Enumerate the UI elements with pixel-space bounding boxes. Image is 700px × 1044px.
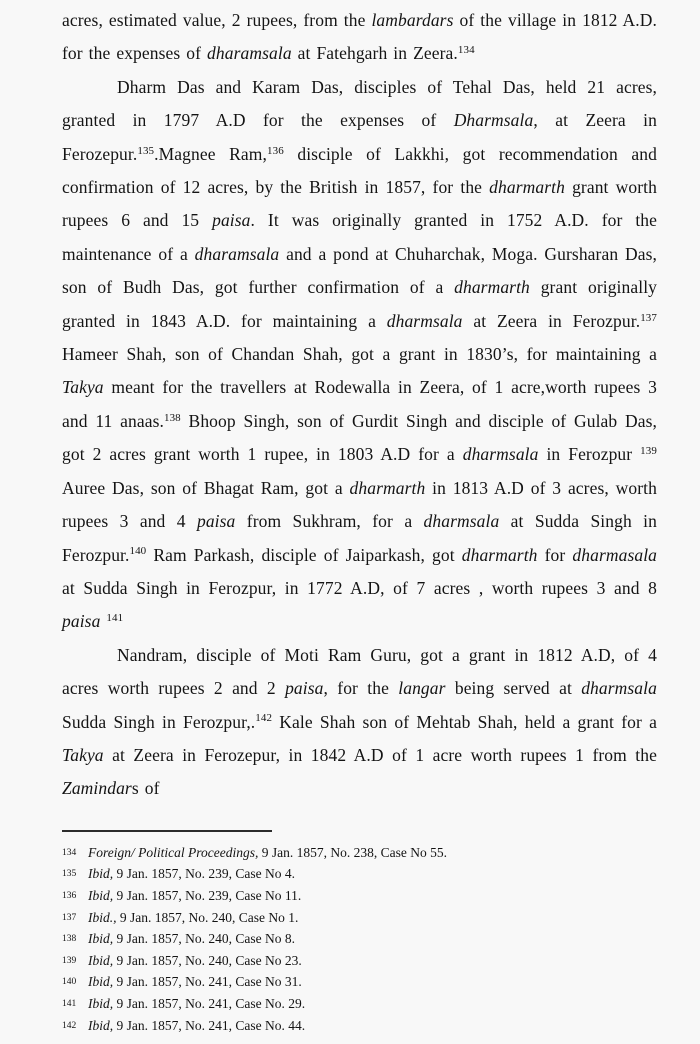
text-run: .Magnee Ram, [154, 143, 267, 164]
text-run: , at Zeera in Ferozepur. [62, 110, 657, 164]
footnote-reference: 139 [640, 445, 657, 458]
italic-term: Ibid., [88, 909, 117, 925]
footnote-reference: 134 [457, 44, 475, 57]
text-run: 9 Jan. 1857, No. 239, Case No 11. [113, 887, 302, 903]
text-run: at Fatehgarh in Zeera. [291, 43, 458, 64]
italic-term: paisa [62, 611, 101, 632]
text-run: Dharm Das and Karam Das, disciples of Tehal Das, held 21 acres, granted in 1797 A.D for the expenses of [62, 76, 657, 131]
footnote-reference: 141 [106, 612, 124, 625]
footnote-number: 139 [62, 955, 77, 966]
footnote-reference: 140 [129, 545, 147, 558]
italic-term: lambardars [371, 10, 454, 30]
italic-term: langar [398, 678, 446, 699]
text-run: grant worth rupees 6 and 15 [62, 177, 657, 231]
footnote-number: 134 [62, 847, 77, 858]
text-run: . It was originally granted in 1752 A.D. for the maintenance of a [62, 210, 657, 264]
italic-term: dharmsala [423, 511, 500, 532]
italic-term: Ibid, [88, 866, 114, 882]
italic-term: dharmarth [349, 477, 426, 498]
text-run: and a pond at Chuharchak, Moga. Gursharan Das, son of Budh Das, got further confirmation of a [62, 243, 657, 298]
italic-term: Takya [62, 377, 104, 398]
footnote-number: 135 [62, 869, 77, 880]
body-paragraph [62, 4, 657, 71]
text-run: at Zeera in Ferozpur. [462, 310, 641, 331]
footnote-text [88, 1018, 305, 1033]
italic-term: dharmarth [454, 277, 530, 298]
footnote-reference: 136 [267, 144, 284, 157]
footnote-number: 136 [62, 890, 77, 901]
footnote-item [62, 842, 657, 864]
text-run: from Sukhram, for a [235, 511, 424, 532]
italic-term: dharmarth [489, 177, 565, 198]
italic-term: Foreign/ Political Proceedings, [88, 844, 259, 860]
text-run: Nandram, disciple of Moti Ram Guru, got a grant in 1812 A.D, of 4 acres worth rupees 2 and 2 [62, 644, 657, 699]
footnote-item [62, 993, 657, 1015]
italic-term: Ibid, [88, 931, 114, 947]
text-run: being served at [445, 678, 582, 699]
footnote-reference: 137 [640, 311, 657, 324]
text-run: Auree Das, son of Bhagat Ram, got a [62, 477, 350, 498]
italic-term: Takya [62, 744, 104, 765]
footnote-text [88, 996, 305, 1011]
text-run: 9 Jan. 1857, No. 239, Case No 4. [113, 866, 295, 882]
italic-term: Ibid, [88, 974, 114, 990]
text-run: s of [131, 778, 160, 799]
text-run: Sudda Singh in Ferozpur,. [62, 711, 256, 732]
footnote-item [62, 885, 657, 907]
italic-term: dharmarth [461, 544, 538, 565]
italic-term: Ibid, [88, 995, 114, 1011]
footnote-reference: 138 [163, 411, 181, 424]
text-run: 9 Jan. 1857, No. 240, Case No 23. [113, 952, 302, 968]
italic-term: paisa [196, 511, 236, 532]
text-run: disciple of Lakkhi, got recommendation and confirmation of 12 acres, by the British in 1857, for the [62, 143, 657, 198]
italic-term: dharmsala [386, 310, 463, 331]
footnote-reference: 142 [255, 712, 273, 725]
text-run: 9 Jan. 1857, No. 240, Case No 1. [116, 909, 299, 925]
text-run: in Ferozpur [538, 444, 641, 465]
footnote-text [88, 910, 298, 925]
footnote-reference: 135 [137, 144, 155, 157]
italic-term: dharmasala [572, 544, 658, 565]
text-run: at Zeera in Ferozepur, in 1842 A.D of 1 acre worth rupees 1 from the [103, 744, 657, 765]
italic-term: paisa [285, 678, 324, 699]
footnote-number: 141 [62, 998, 77, 1009]
italic-term: Ibid [88, 1017, 110, 1033]
text-run: , for the [323, 678, 399, 699]
footnote-text [88, 866, 295, 881]
text-run: Kale Shah son of Mehtab Shah, held a grant for a [272, 711, 657, 732]
italic-term: dharamsala [194, 243, 280, 264]
footnote-text [88, 931, 295, 946]
italic-term: Zamindar [62, 778, 132, 799]
footnote-text [88, 888, 301, 903]
italic-term: dharmsala [581, 678, 657, 699]
text-run: , 9 Jan. 1857, No. 241, Case No. 44. [109, 1017, 306, 1033]
italic-term: Dharmsala [453, 110, 534, 131]
footnote-text [88, 845, 447, 860]
footnote-item [62, 863, 657, 885]
body-paragraph [62, 71, 657, 639]
text-run: at Sudda Singh in Ferozpur, in 1772 A.D, of 7 acres , worth rupees 3 and 8 [62, 577, 657, 598]
text-run: 9 Jan. 1857, No. 241, Case No 31. [113, 974, 302, 990]
footnote-item [62, 950, 657, 972]
text-run: Hameer Shah, son of Chandan Shah, got a grant in 1830’s, for maintaining a [62, 344, 657, 365]
text-run: Ram Parkash, disciple of Jaiparkash, got [146, 544, 462, 565]
italic-term: Ibid, [88, 887, 114, 903]
text-run: Bhoop Singh, son of Gurdit Singh and disciple of Gulab Das, got 2 acres grant worth 1 rupee, in 1803 A.D for a [62, 410, 658, 465]
text-run: for [537, 544, 573, 565]
italic-term: dharamsala [207, 43, 292, 64]
footnote-text [88, 974, 302, 989]
footnote-text [88, 953, 302, 968]
footnotes-list [62, 842, 657, 1036]
footnote-separator [62, 830, 272, 832]
text-run: 9 Jan. 1857, No. 238, Case No 55. [258, 844, 447, 860]
footnote-item [62, 928, 657, 950]
text-run: 9 Jan. 1857, No. 240, Case No 8. [113, 931, 295, 947]
text-run: meant for the travellers at Rodewalla in Zeera, of 1 acre,worth rupees 3 and 11 anaas. [62, 377, 657, 431]
text-run: at Sudda Singh in Ferozpur. [62, 511, 657, 565]
italic-term: Ibid, [88, 952, 114, 968]
italic-term: paisa [212, 210, 251, 231]
text-run: of the village in 1812 A.D. for the expenses of [62, 10, 657, 64]
text-run: grant originally granted in 1843 A.D. for maintaining a [62, 277, 658, 331]
footnote-number: 137 [62, 912, 77, 923]
footnote-number: 142 [62, 1020, 77, 1031]
body-text [62, 4, 657, 806]
text-run: 9 Jan. 1857, No. 241, Case No. 29. [113, 995, 306, 1011]
footnote-number: 138 [62, 934, 77, 945]
italic-term: dharmsala [462, 444, 539, 465]
text-run: in 1813 A.D of 3 acres, worth rupees 3 and 4 [62, 477, 657, 532]
body-paragraph [62, 639, 657, 806]
footnote-item [62, 971, 657, 993]
text-run: acres, estimated value, 2 rupees, from the [62, 10, 372, 30]
footnote-number: 140 [62, 977, 77, 988]
footnote-item [62, 907, 657, 929]
footnote-item [62, 1015, 657, 1037]
